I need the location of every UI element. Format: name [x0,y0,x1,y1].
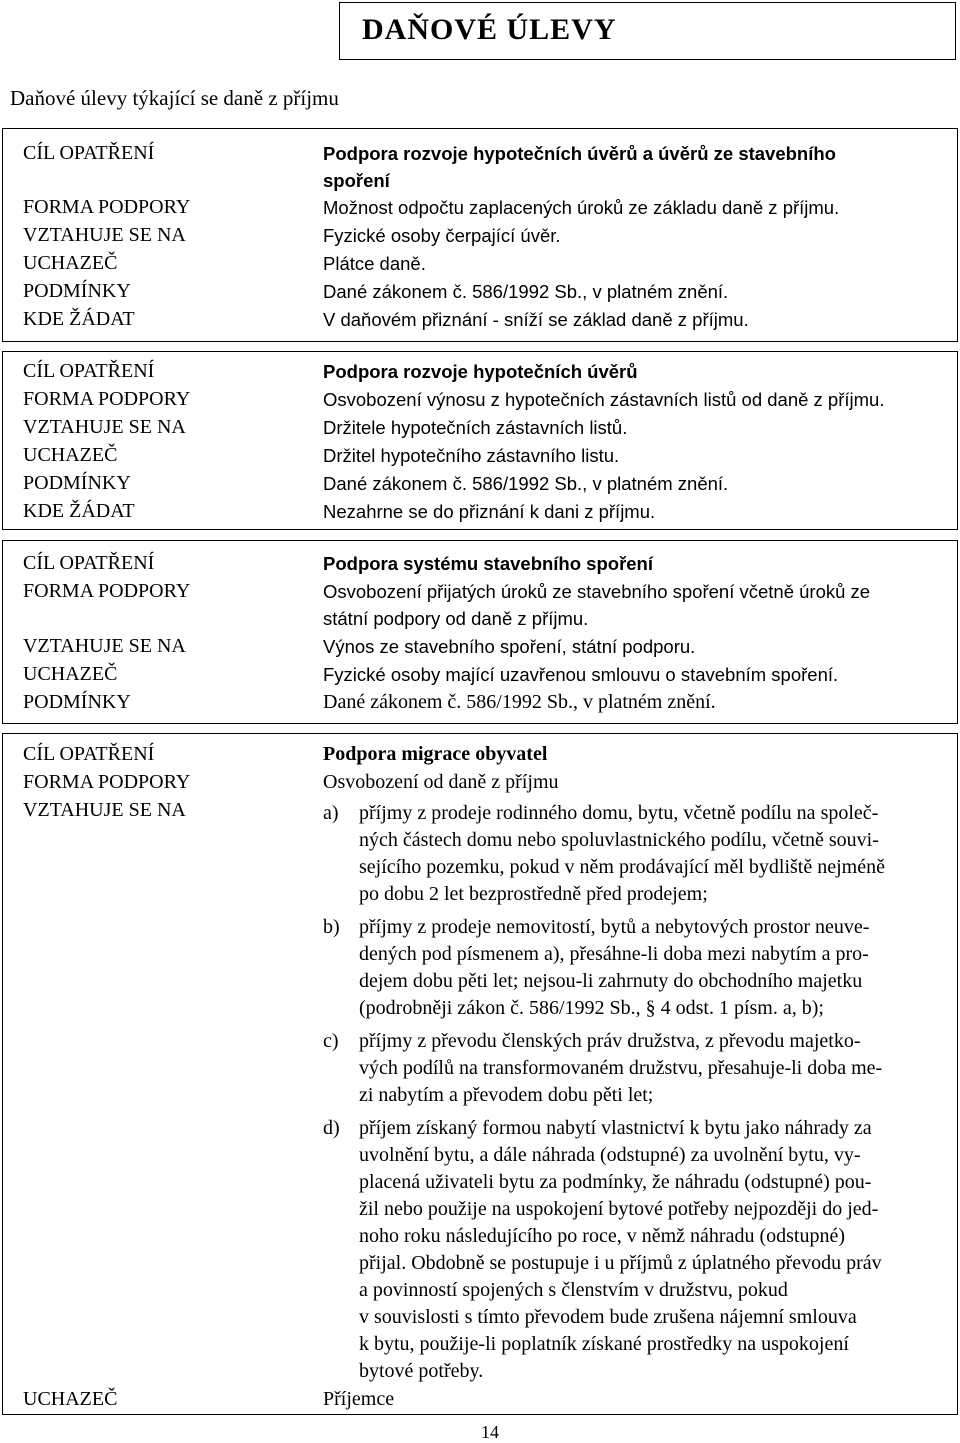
list-item-line: ných částech domu nebo spoluvlastnického podílu, včetně souvi- [359,829,879,851]
list-marker: b) [323,916,340,938]
label-applicant: UCHAZEČ [23,252,118,274]
list-item [323,1115,923,1385]
value-support-form: Osvobození přijatých úroků ze stavebního spoření včetně úroků ze [323,581,871,602]
list-item-line: bytové potřeby. [359,1360,484,1382]
list-item-line: příjmy z převodu členských práv družstva, z převodu majetko- [359,1030,861,1052]
list-item-line: příjmy z prodeje nemovitostí, bytů a nebytových prostor neuve- [359,916,870,938]
value-goal: Podpora rozvoje hypotečních úvěrů a úvěrů ze stavebního [323,143,836,164]
value-goal: Podpora migrace obyvatel [323,743,548,765]
label-support-form: FORMA PODPORY [23,580,191,602]
value-goal-cont: spoření [323,170,390,191]
label-conditions: PODMÍNKY [23,691,131,713]
list-item-line: po dobu 2 let bezprostředně před prodejem; [359,883,708,905]
value-conditions: Dané zákonem č. 586/1992 Sb., v platném znění. [323,473,729,494]
value-applies-to: Fyzické osoby čerpající úvěr. [323,225,561,246]
list-item [323,800,923,908]
list-item-line: dejem dobu pěti let; nejsou-li zahrnuty do obchodního majetku [359,970,863,992]
value-applicant: Fyzické osoby mající uzavřenou smlouvu o stavebním spoření. [323,664,839,685]
value-support-form: Osvobození výnosu z hypotečních zástavních listů od daně z příjmu. [323,389,885,410]
label-goal: CÍL OPATŘENÍ [23,360,155,382]
label-goal: CÍL OPATŘENÍ [23,743,155,765]
label-goal: CÍL OPATŘENÍ [23,142,155,164]
label-applicant: UCHAZEČ [23,1388,118,1410]
list-item-line: přijal. Obdobně se postupuje i u příjmů z úplatného převodu práv [359,1252,882,1274]
label-applies-to: VZTAHUJE SE NA [23,799,186,821]
list-item-line: a povinností spojených s členstvím v družstvu, pokud [359,1279,788,1301]
value-applies-to: Výnos ze stavebního spoření, státní podporu. [323,636,696,657]
page-title: DAŇOVÉ ÚLEVY [362,13,617,46]
list-item-line: příjmy z prodeje rodinného domu, bytu, včetně podílu na společ- [359,802,879,824]
list-item-line: noho roku následujícího po roce, v němž náhradu (odstupné) [359,1225,845,1247]
list-item-line: vých podílů na transformovaném družstvu, přesahuje-li doba me- [359,1057,883,1079]
label-support-form: FORMA PODPORY [23,196,191,218]
section-subtitle: Daňové úlevy týkající se daně z příjmu [10,86,339,110]
label-support-form: FORMA PODPORY [23,388,191,410]
list-item-line: zi nabytím a převodem dobu pěti let; [359,1084,654,1106]
value-applicant: Držitel hypotečního zástavního listu. [323,445,620,466]
label-applies-to: VZTAHUJE SE NA [23,635,186,657]
list-item [323,1028,923,1109]
list-item-line: (podrobněji zákon č. 586/1992 Sb., § 4 odst. 1 písm. a, b); [359,997,824,1019]
value-support-form: Možnost odpočtu zaplacených úroků ze základu daně z příjmu. [323,197,840,218]
label-applicant: UCHAZEČ [23,663,118,685]
list-marker: d) [323,1117,340,1139]
list-item-line: k bytu, použije-li poplatník získané prostředky na uspokojení [359,1333,849,1355]
label-conditions: PODMÍNKY [23,472,131,494]
title-box [339,2,956,60]
label-applies-to: VZTAHUJE SE NA [23,416,186,438]
label-conditions: PODMÍNKY [23,280,131,302]
applies-to-list [323,800,923,1391]
list-marker: c) [323,1030,339,1052]
value-goal: Podpora rozvoje hypotečních úvěrů [323,361,638,382]
list-item-line: placená uživateli bytu za podmínky, že náhradu (odstupné) pou- [359,1171,872,1193]
value-support-form-cont: státní podpory od daně z příjmu. [323,608,589,629]
list-item-line: sejícího pozemku, pokud v něm prodávající měl bydliště nejméně [359,856,885,878]
label-where-apply: KDE ŽÁDAT [23,308,135,330]
value-where-apply: Nezahrne se do přiznání k dani z příjmu. [323,501,656,522]
label-applies-to: VZTAHUJE SE NA [23,224,186,246]
list-item [323,914,923,1022]
value-applicant: Příjemce [323,1388,395,1410]
list-item-line: uvolnění bytu, a dále náhrada (odstupné) za uvolnění bytu, vy- [359,1144,861,1166]
label-applicant: UCHAZEČ [23,444,118,466]
value-support-form: Osvobození od daně z příjmu [323,771,559,793]
label-support-form: FORMA PODPORY [23,771,191,793]
label-where-apply: KDE ŽÁDAT [23,500,135,522]
list-marker: a) [323,802,339,824]
value-applicant: Plátce daně. [323,253,426,274]
list-item-line: žil nebo použije na uspokojení bytové potřeby nejpozději do jed- [359,1198,879,1220]
list-item-line: v souvislosti s tímto převodem bude zrušena nájemní smlouva [359,1306,857,1328]
value-goal: Podpora systému stavebního spoření [323,553,653,574]
value-conditions: Dané zákonem č. 586/1992 Sb., v platném znění. [323,691,716,713]
label-goal: CÍL OPATŘENÍ [23,552,155,574]
page-number: 14 [481,1422,499,1442]
value-conditions: Dané zákonem č. 586/1992 Sb., v platném znění. [323,281,729,302]
list-item-line: dených pod písmenem a), přesáhne-li doba mezi nabytím a pro- [359,943,869,965]
list-item-line: příjem získaný formou nabytí vlastnictví k bytu jako náhrady za [359,1117,872,1139]
value-applies-to: Držitele hypotečních zástavních listů. [323,417,628,438]
value-where-apply: V daňovém přiznání - sníží se základ daně z příjmu. [323,309,749,330]
